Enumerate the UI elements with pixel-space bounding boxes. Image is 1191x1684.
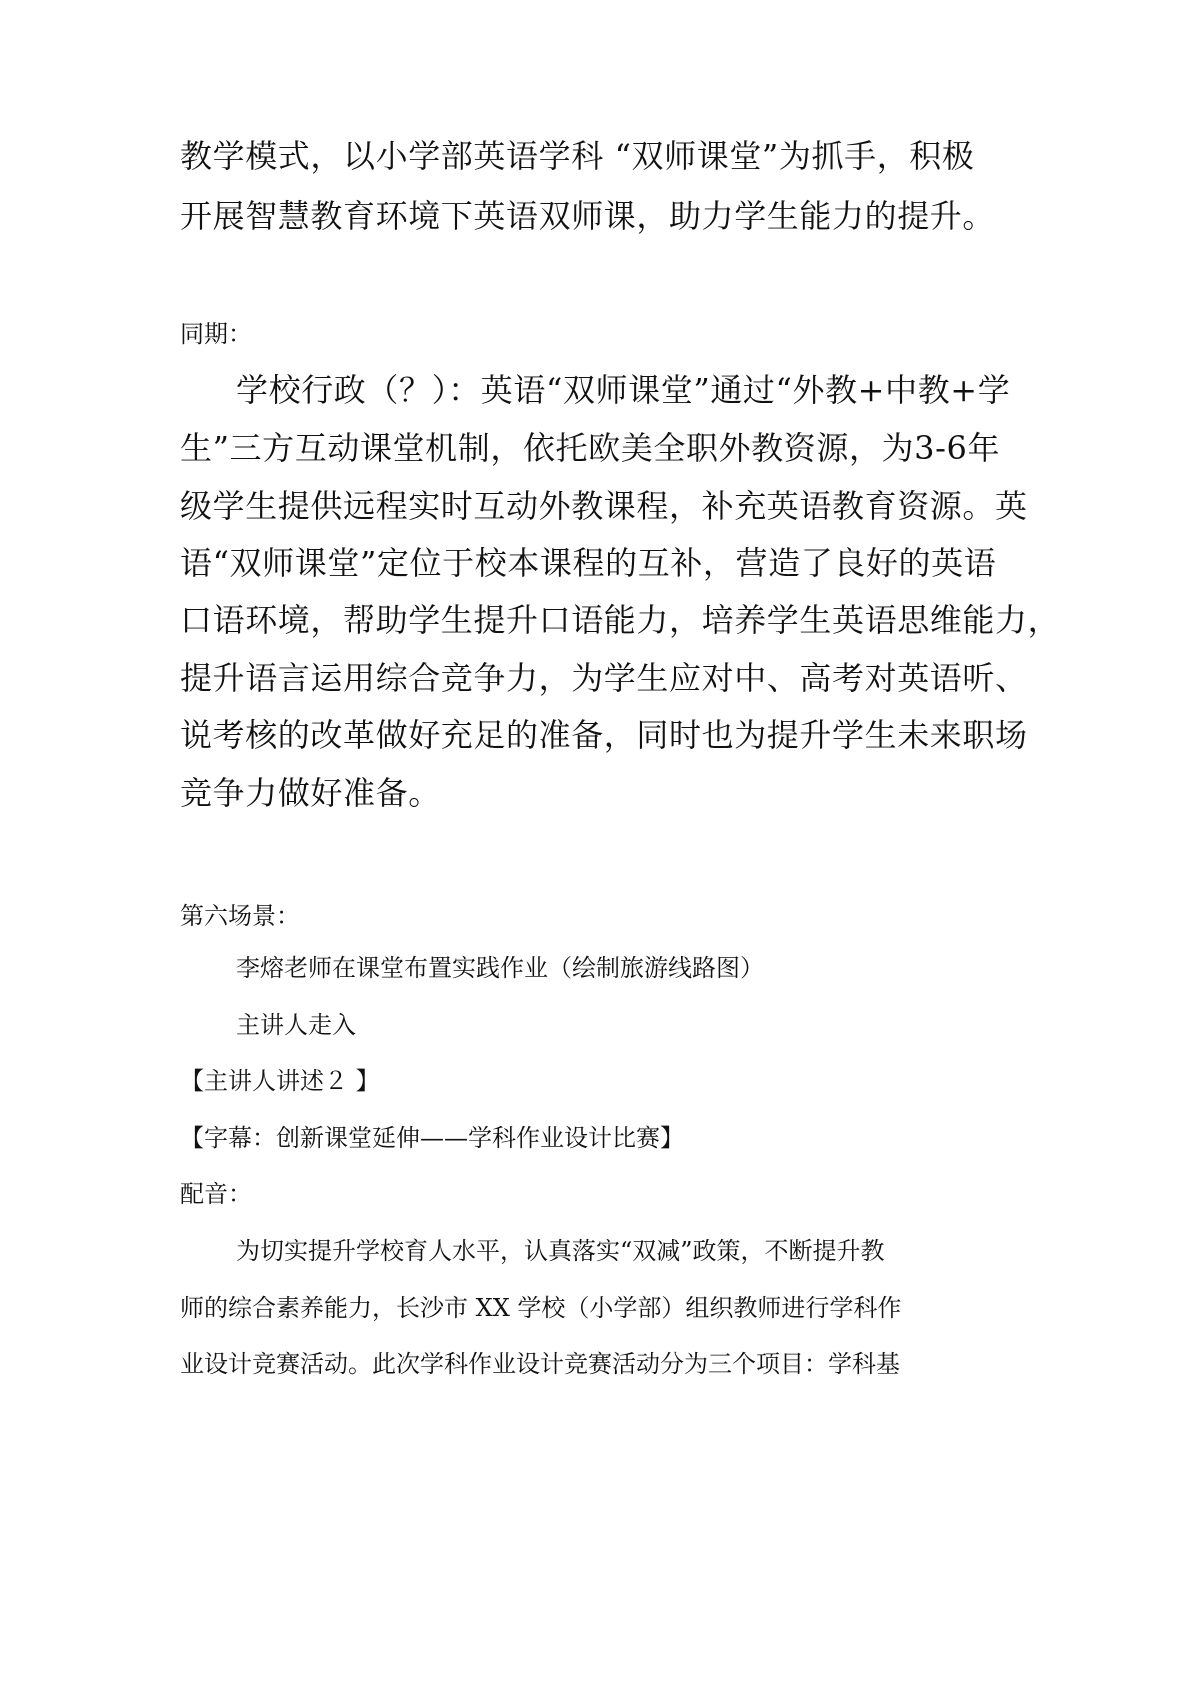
paragraph-line: 竞争力做好准备。 (180, 774, 441, 812)
narration-tag: 【主讲人讲述２ 】 (180, 1067, 380, 1095)
paragraph-line: 说考核的改革做好充足的准备，同时也为提升学生未来职场 (180, 716, 1028, 754)
dubbing-paragraph-line: 业设计竞赛活动。此次学科作业设计竞赛活动分为三个项目：学科基 (180, 1350, 900, 1378)
intro-line-1: 教学模式，以小学部英语学科 “双师课堂”为抓手，积极 (180, 137, 975, 175)
subtitle-tag: 【字幕：创新课堂延伸——学科作业设计比赛】 (180, 1124, 684, 1152)
scene-description-line: 主讲人走入 (236, 1011, 356, 1039)
paragraph-line: 口语环境，帮助学生提升口语能力，培养学生英语思维能力， (180, 601, 1061, 639)
section-heading-tongqi: 同期： (180, 320, 252, 348)
dubbing-paragraph-line: 为切实提升学校育人水平，认真落实“双减”政策，不断提升教 (236, 1237, 885, 1265)
dubbing-paragraph-line: 师的综合素养能力，长沙市 XX 学校（小学部）组织教师进行学科作 (180, 1294, 902, 1322)
paragraph-line: 学校行政（？）：英语“双师课堂”通过“外教+中教+学 (236, 371, 1011, 409)
dubbing-label: 配音： (180, 1180, 252, 1208)
paragraph-line: 提升语言运用综合竞争力，为学生应对中、高考对英语听、 (180, 659, 1028, 697)
paragraph-line: 级学生提供远程实时互动外教课程，补充英语教育资源。英 (180, 487, 1028, 525)
paragraph-line: 语“双师课堂”定位于校本课程的互补，营造了良好的英语 (180, 544, 997, 582)
section-heading-scene6: 第六场景： (180, 902, 300, 930)
scene-description-line: 李熔老师在课堂布置实践作业（绘制旅游线路图） (236, 954, 764, 982)
paragraph-line: 生”三方互动课堂机制，依托欧美全职外教资源，为3-6年 (180, 429, 1001, 467)
intro-line-2: 开展智慧教育环境下英语双师课，助力学生能力的提升。 (180, 197, 996, 235)
